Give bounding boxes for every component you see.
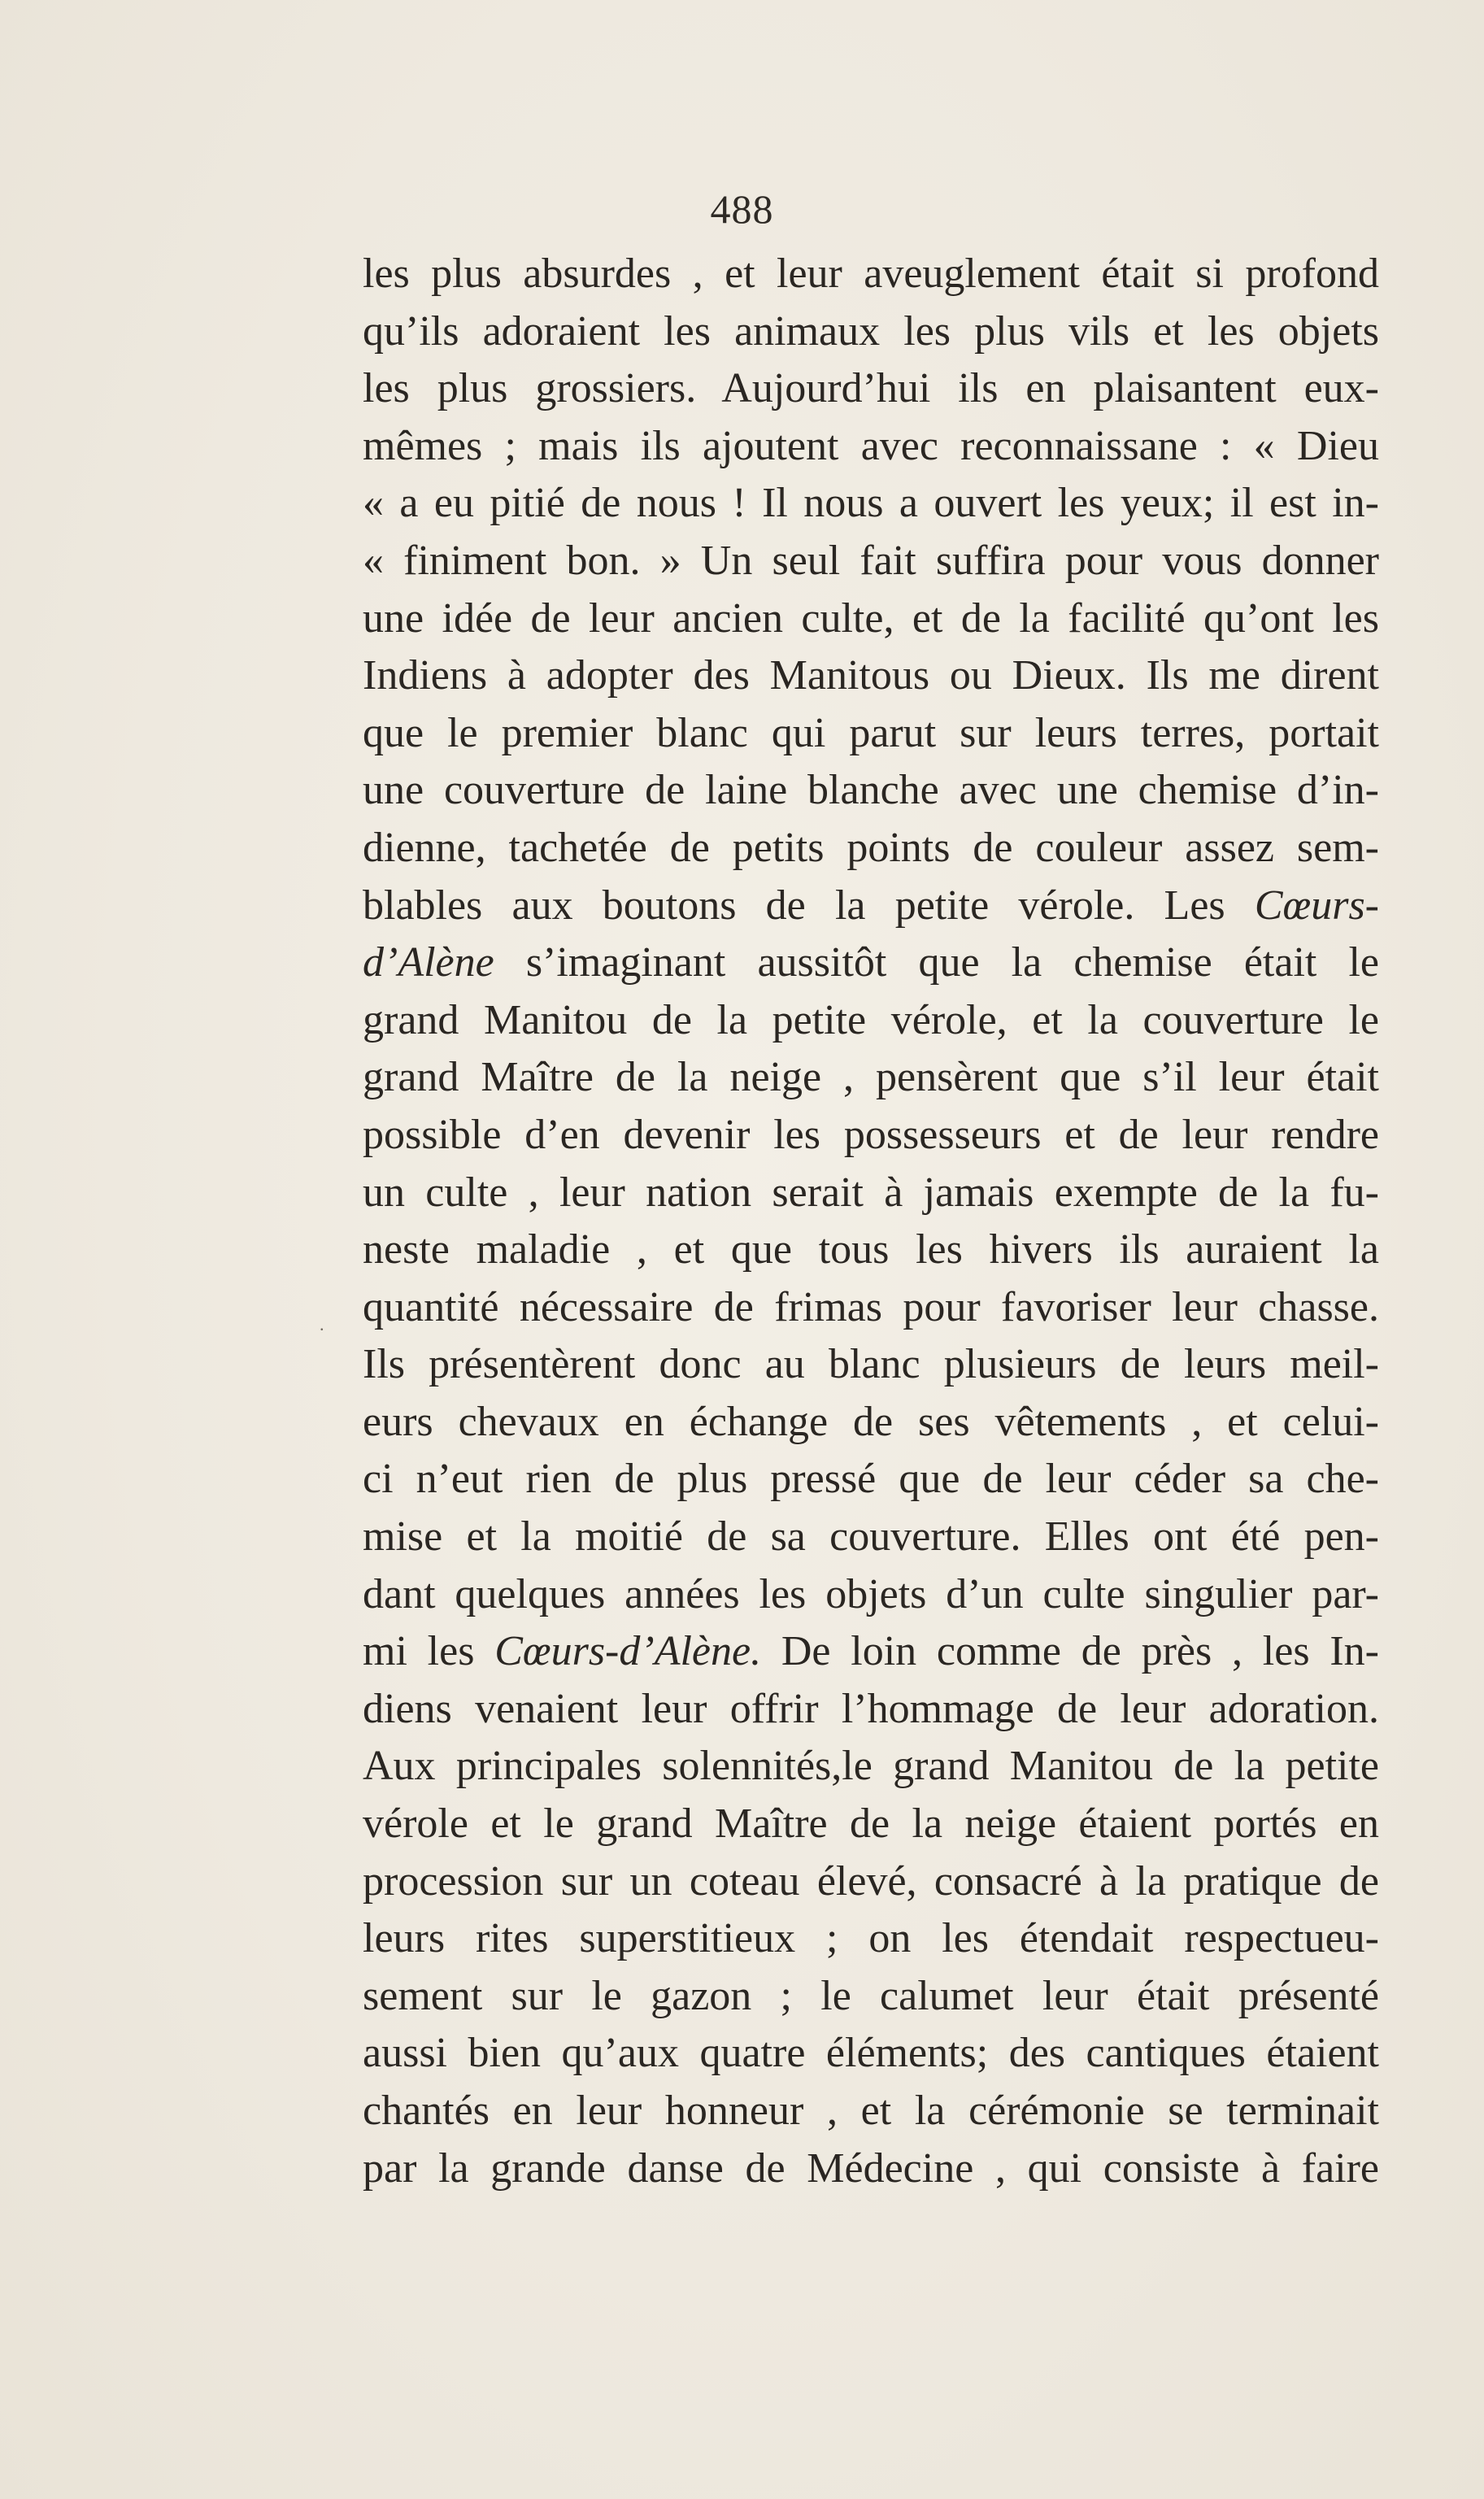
text-line: [363, 1968, 1379, 2026]
line-text: mi les: [363, 1628, 495, 1675]
line-text: procession sur un coteau élevé, consacré à la pratique de: [363, 1857, 1379, 1905]
line-text: leurs rites superstitieux ; on les étendait respectueu-: [363, 1915, 1379, 1962]
line-text: blables aux boutons de la petite vérole. Les: [363, 882, 1255, 929]
line-text: ci n’eut rien de plus pressé que de leur céder sa che-: [363, 1456, 1379, 1503]
line-text: possible d’en devenir les possesseurs et de leur rendre: [363, 1111, 1379, 1158]
line-text: une idée de leur ancien culte, et de la facilité qu’ont les: [363, 594, 1379, 642]
line-text: une couverture de laine blanche avec une chemise d’in-: [363, 767, 1379, 814]
line-text: neste maladie , et que tous les hivers ils auraient la: [363, 1226, 1379, 1273]
line-text: grand Manitou de la petite vérole, et la couverture le: [363, 996, 1379, 1043]
text-line: [363, 820, 1379, 877]
text-line: [363, 1279, 1379, 1337]
line-text: les plus grossiers. Aujourd’hui ils en plaisantent eux-: [363, 365, 1379, 412]
text-line: [363, 1623, 1379, 1681]
text-line: [363, 1221, 1379, 1279]
line-text: « a eu pitié de nous ! Il nous a ouvert les yeux; il est in-: [363, 480, 1379, 527]
line-text: mise et la moitié de sa couverture. Elles ont été pen-: [363, 1513, 1379, 1561]
italic-text: d’Alène: [363, 939, 494, 986]
text-line: [363, 1336, 1379, 1394]
line-text: les plus absurdes , et leur aveuglement était si profond: [363, 250, 1379, 297]
line-text: Indiens à adopter des Manitous ou Dieux. Ils me dirent: [363, 652, 1379, 699]
text-line: [363, 877, 1379, 935]
line-text: diens venaient leur offrir l’hommage de leur adoration.: [363, 1685, 1379, 1732]
text-line: [363, 2140, 1379, 2198]
line-text: qu’ils adoraient les animaux les plus vils et les objets: [363, 307, 1379, 355]
text-line: [363, 705, 1379, 763]
text-line: [363, 1738, 1379, 1796]
line-text: un culte , leur nation serait à jamais exempte de la fu-: [363, 1169, 1379, 1216]
line-text: Aux principales solennités,le grand Manitou de la petite: [363, 1743, 1379, 1790]
line-text: vérole et le grand Maître de la neige étaient portés en: [363, 1800, 1379, 1848]
body-text: [363, 246, 1379, 2197]
text-line: [363, 590, 1379, 648]
text-line: [363, 2083, 1379, 2140]
text-line: [363, 992, 1379, 1050]
text-line: [363, 647, 1379, 705]
text-line: [363, 1509, 1379, 1566]
line-text: eurs chevaux en échange de ses vêtements , et celui-: [363, 1398, 1379, 1445]
line-text: aussi bien qu’aux quatre éléments; des cantiques étaient: [363, 2030, 1379, 2077]
page-number: 488: [710, 186, 774, 232]
text-line: [363, 475, 1379, 533]
text-line: [363, 418, 1379, 476]
line-text: mêmes ; mais ils ajoutent avec reconnaissane : « Dieu: [363, 422, 1379, 469]
text-line: [363, 1451, 1379, 1509]
line-text: Ils présentèrent donc au blanc plusieurs de leurs meil-: [363, 1341, 1379, 1388]
text-line: [363, 1566, 1379, 1624]
line-text: « finiment bon. » Un seul fait suffira pour vous donner: [363, 537, 1379, 584]
line-text: s’imaginant aussitôt que la chemise était le: [494, 939, 1379, 986]
text-line: [363, 2025, 1379, 2083]
line-text: dant quelques années les objets d’un culte singulier par-: [363, 1570, 1379, 1617]
line-text: grand Maître de la neige , pensèrent que s’il leur était: [363, 1054, 1379, 1101]
text-line: [363, 533, 1379, 590]
text-line: [363, 1681, 1379, 1739]
text-line: [363, 1910, 1379, 1968]
text-line: [363, 934, 1379, 992]
line-text: quantité nécessaire de frimas pour favoriser leur chasse.: [363, 1283, 1379, 1330]
text-line: [363, 303, 1379, 361]
italic-text: Cœurs-: [1254, 882, 1379, 929]
text-line: [363, 1049, 1379, 1107]
text-line: [363, 1796, 1379, 1853]
italic-text: Cœurs-d’Alène.: [494, 1628, 762, 1675]
margin-mark: .: [320, 1314, 324, 1334]
line-text: De loin comme de près , les In-: [761, 1628, 1379, 1675]
line-text: chantés en leur honneur , et la cérémonie se terminait: [363, 2088, 1379, 2134]
line-text: sement sur le gazon ; le calumet leur était présenté: [363, 1972, 1379, 2019]
text-line: [363, 1853, 1379, 1911]
text-line: [363, 1165, 1379, 1222]
text-line: [363, 360, 1379, 418]
text-line: [363, 246, 1379, 303]
line-text: dienne, tachetée de petits points de couleur assez sem-: [363, 824, 1379, 871]
line-text: par la grande danse de Médecine , qui consiste à faire: [363, 2144, 1379, 2192]
text-line: [363, 762, 1379, 820]
text-line: [363, 1107, 1379, 1165]
line-text: que le premier blanc qui parut sur leurs terres, portait: [363, 709, 1379, 756]
text-line: [363, 1394, 1379, 1452]
